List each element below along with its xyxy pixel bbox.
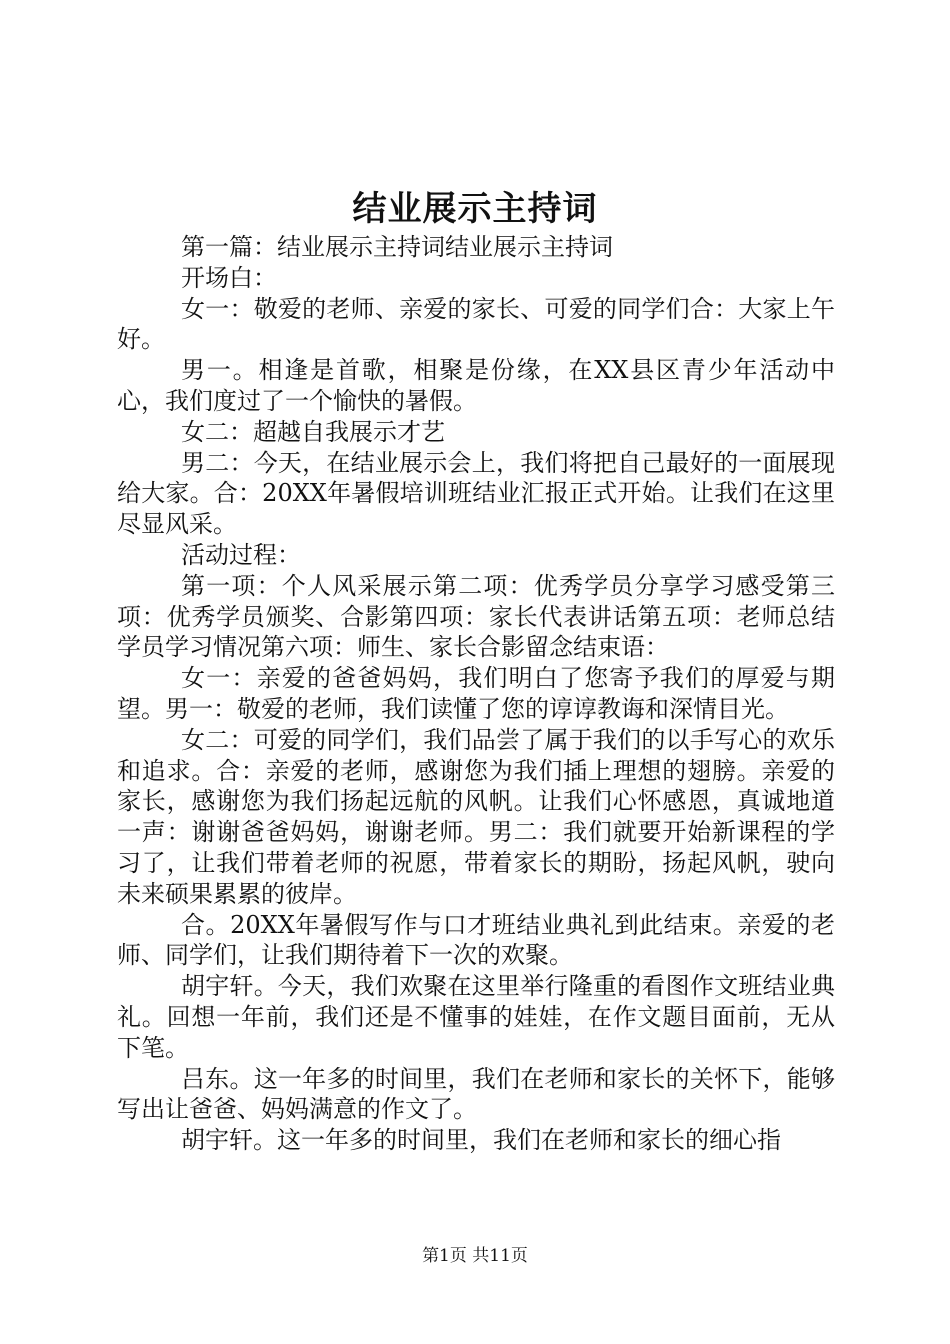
document-title: 结业展示主持词 [352, 189, 598, 229]
paragraph: 女二：可爱的同学们，我们品尝了属于我们的以手写心的欢乐和追求。合：亲爱的老师，感谢您为我们插上理想的翅膀。亲爱的家长，感谢您为我们扬起远航的风帆。让我们心怀感恩，真诚地道一声：谢谢爸爸妈妈，谢谢老师。男二：我们就要开始新课程的学习了，让我们带着老师的祝愿，带着家长的期盼，扬起风帆，驶向未来硕果累累的彼岸。 [117, 725, 835, 908]
paragraph: 女一：敬爱的老师、亲爱的家长、可爱的同学们合：大家上午好。 [117, 294, 835, 354]
paragraph: 胡宇轩。今天，我们欢聚在这里举行隆重的看图作文班结业典礼。回想一年前，我们还是不懂事的娃娃，在作文题目面前，无从下笔。 [117, 972, 835, 1062]
paragraph: 男二：今天，在结业展示会上，我们将把自己最好的一面展现给大家。合：20XX年暑假培训班结业汇报正式开始。让我们在这里尽显风采。 [117, 448, 835, 539]
paragraph: 吕东。这一年多的时间里，我们在老师和家长的关怀下，能够写出让爸爸、妈妈满意的作文了。 [117, 1064, 835, 1124]
paragraph: 胡宇轩。这一年多的时间里，我们在老师和家长的细心指 [181, 1126, 781, 1155]
paragraph: 女一：亲爱的爸爸妈妈，我们明白了您寄予我们的厚爱与期望。男一：敬爱的老师，我们读懂了您的谆谆教诲和深情目光。 [117, 664, 835, 723]
paragraph: 合。20XX年暑假写作与口才班结业典礼到此结束。亲爱的老师、同学们，让我们期待着下一次的欢聚。 [117, 910, 835, 970]
paragraph: 第一篇：结业展示主持词结业展示主持词 [181, 233, 613, 261]
paragraph: 男一。相逢是首歌，相聚是份缘，在XX县区青少年活动中心，我们度过了一个愉快的暑假。 [117, 356, 835, 415]
paragraph: 第一项：个人风采展示第二项：优秀学员分享学习感受第三项：优秀学员颁奖、合影第四项：家长代表讲话第五项：老师总结学员学习情况第六项：师生、家长合影留念结束语： [117, 571, 835, 662]
paragraph: 活动过程： [181, 540, 301, 569]
paragraph: 女二：超越自我展示才艺 [181, 417, 445, 446]
page-number-footer: 第1页 共11页 [422, 1246, 528, 1266]
document-body [117, 232, 835, 1156]
paragraph: 开场白： [181, 263, 277, 292]
